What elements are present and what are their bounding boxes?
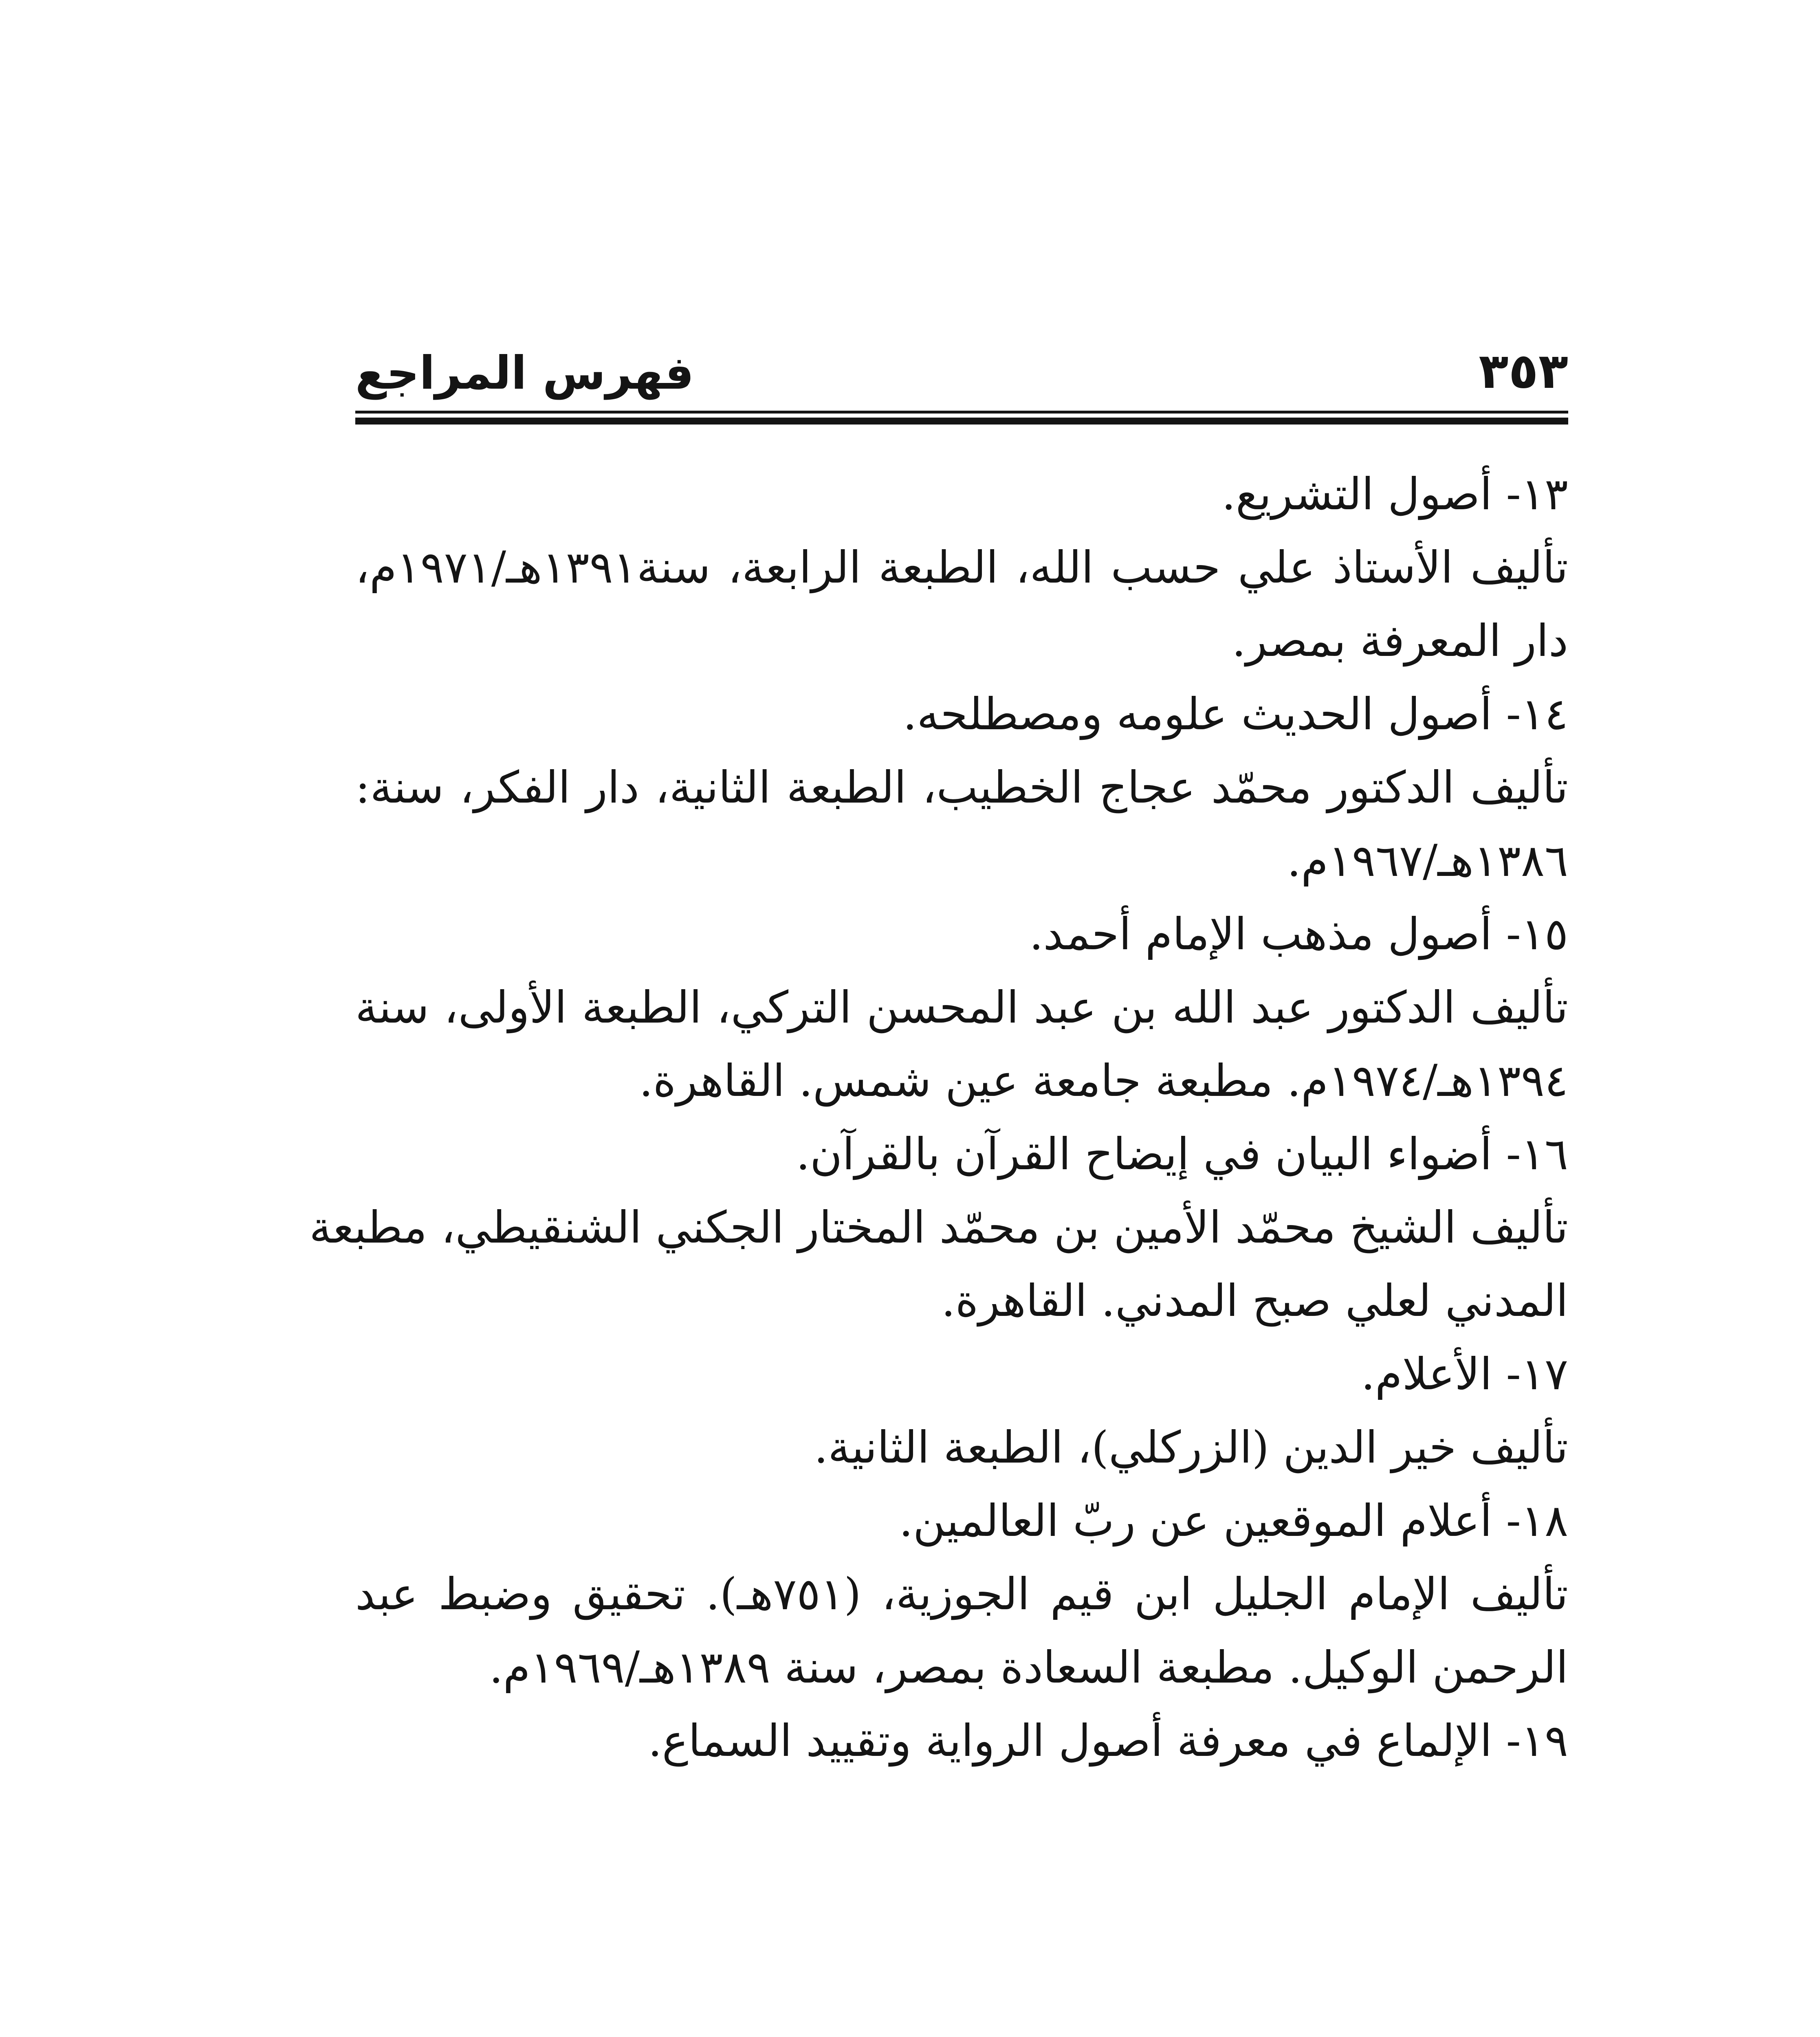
entry-title-16: ١٦- أضواء البيان في إيضاح القرآن بالقرآن. bbox=[796, 1129, 1568, 1180]
entry-title-15: ١٥- أصول مذهب الإمام أحمد. bbox=[1029, 909, 1568, 960]
entry-title-17: ١٧- الأعلام. bbox=[1361, 1349, 1568, 1400]
page-number: ٣٥٣ bbox=[1479, 343, 1568, 400]
entry-details-line: تأليف الإمام الجليل ابن قيم الجوزية، (٧٥١هـ). تحقيق وضبط عبد bbox=[355, 1569, 1568, 1620]
entry-title-18: ١٨- أعلام الموقعين عن ربّ العالمين. bbox=[899, 1496, 1568, 1546]
entry-title-13: ١٣- أصول التشريع. bbox=[1221, 469, 1568, 520]
header-rule-thin bbox=[355, 411, 1568, 414]
entry-details-line: ١٣٨٦هـ/١٩٦٧م. bbox=[1287, 836, 1568, 887]
entry-details-line: المدني لعلي صبح المدني. القاهرة. bbox=[941, 1276, 1568, 1326]
entry-details-line: دار المعرفة بمصر. bbox=[1232, 616, 1568, 667]
entry-title-14: ١٤- أصول الحديث علومه ومصطلحه. bbox=[903, 689, 1568, 740]
entry-details-line: تأليف الدكتور عبد الله بن عبد المحسن التركي، الطبعة الأولى، سنة bbox=[355, 982, 1568, 1033]
entry-details-line: الرحمن الوكيل. مطبعة السعادة بمصر، سنة ١٣٨٩هـ/١٩٦٩م. bbox=[489, 1642, 1568, 1693]
entry-details-line: تأليف خير الدين (الزركلي)، الطبعة الثانية. bbox=[814, 1422, 1568, 1473]
entry-details-line: ١٣٩٤هـ/١٩٧٤م. مطبعة جامعة عين شمس. القاهرة. bbox=[639, 1056, 1568, 1106]
header-rule-thick bbox=[355, 418, 1568, 425]
page-header bbox=[355, 343, 1568, 428]
running-title: فهرس المراجع bbox=[355, 347, 694, 400]
entry-details-line: تأليف الأستاذ علي حسب الله، الطبعة الرابعة، سنة١٣٩١هـ/١٩٧١م، bbox=[355, 542, 1568, 593]
entry-title-19: ١٩- الإلماع في معرفة أصول الرواية وتقييد السماع. bbox=[648, 1716, 1568, 1766]
entry-details-line: تأليف الشيخ محمّد الأمين بن محمّد المختار الجكني الشنقيطي، مطبعة bbox=[309, 1202, 1568, 1253]
entry-details-line: تأليف الدكتور محمّد عجاج الخطيب، الطبعة الثانية، دار الفكر، سنة: bbox=[355, 762, 1568, 813]
